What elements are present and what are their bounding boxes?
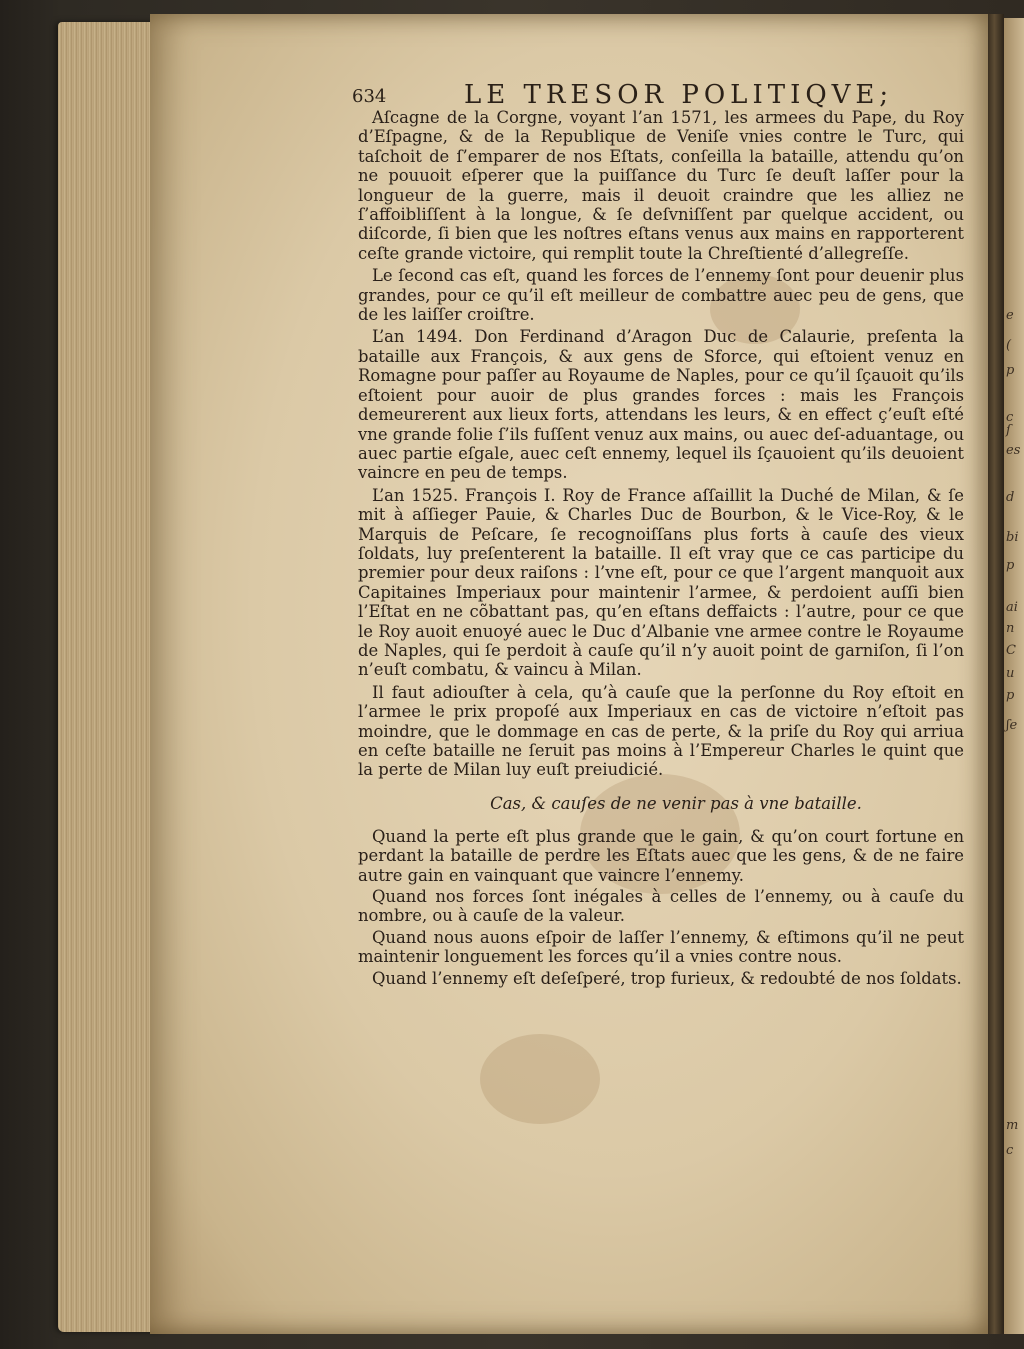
adjacent-page-edge [1004,18,1024,1334]
adjacent-fragment: u [1006,666,1015,681]
adjacent-fragment: p [1006,558,1015,573]
page-edges [58,22,162,1332]
paragraph: Il faut adiouſter à cela, qu’à cauſe que la perſonne du Roy eſtoit en l’armee le prix propoſé aux Imperiaux en cas de victoire n’eſtoit pas moindre, que le dommage en cas de perte, & la priſe du Roy qui arriua en ceſte bataille ne ſeruit pas moins à l’Empereur Charles le quint que la perte de Milan luy euſt preiudicié. [358,682,964,780]
case-item: Quand nos forces ſont inégales à celles de l’ennemy, ou à cauſe du nombre, ou à cauſe de la valeur. [358,887,964,926]
adjacent-fragment: e [1006,308,1014,323]
adjacent-fragment: ſ [1006,423,1011,438]
case-item: Quand nous auons eſpoir de laſſer l’ennemy, & eſtimons qu’il ne peut maintenir longuement les forces qu’il a vnies contre nous. [358,927,964,967]
adjacent-fragment: C [1006,643,1016,658]
book-gutter [988,14,1004,1334]
paragraph: Le ſecond cas eſt, quand les forces de l’ennemy ſont pour deuenir plus grandes, pour ce qu’il eſt meilleur de combattre auec peu de gens, que de les laiſſer croiſtre. [358,266,964,325]
page-number: 634 [352,86,387,107]
paragraph: Aſcagne de la Corgne, voyant l’an 1571, les armees du Pape, du Roy d’Eſpagne, & de la Republique de Veniſe vnies contre le Turc, qui taſchoit de ſ’emparer de nos Eſtats, conſeilla la bataille, attendu qu’on ne pouuoit eſperer que la puiſſance du Turc ſe deuſt laſſer pour la longueur de la guerre, mais il deuoit craindre que les alliez ne ſ’affoibliſſent à la longue, & ſe deſvniſſent par quelque accident, ou diſcorde, ſi bien que les noſtres eſtans venus aux mains en rapporterent ceſte grande victoire, qui remplit toute la Chreſtienté d’allegreſſe. [358,108,964,263]
adjacent-fragment: es [1006,443,1021,458]
adjacent-fragment: c [1006,410,1014,425]
adjacent-fragment: n [1006,621,1015,636]
adjacent-fragment: p [1006,363,1015,378]
adjacent-fragment: bi [1006,530,1019,545]
section-heading: Cas, & cauſes de ne venir pas à vne bataille. [490,793,862,813]
adjacent-fragment: ai [1006,600,1018,615]
page-text [358,108,964,990]
running-title: LE TRESOR POLITIQVE; [464,80,894,110]
adjacent-fragment: c [1006,1143,1014,1158]
adjacent-fragment: d [1006,490,1015,505]
adjacent-fragment: ʃe [1006,718,1018,733]
adjacent-fragment: ( [1006,338,1012,353]
paragraph: L’an 1525. François I. Roy de France aſſaillit la Duché de Milan, & ſe mit à aſſieger Pauie, & Charles Duc de Bourbon, & le Vice-Roy, & le Marquis de Peſcare, ſe recognoiſſans plus forts à cauſe des vieux ſoldats, luy preſenterent la bataille. Il eſt vray que ce cas participe du premier pour deux raiſons : l’vne eſt, pour ce que l’argent manquoit aux Capitaines Imperiaux pour maintenir l’armee, & perdoient auſſi bien l’Eſtat en ne cõbattant pas, qu’en eſtans deffaicts : l’autre, pour ce que le Roy auoit enuoyé auec le Duc d’Albanie vne armee contre le Royaume de Naples, qui ſe perdoit à cauſe qu’il n’y auoit point de garniſon, ſi l’on n’euſt combatu, & vaincu à Milan. [358,485,964,680]
foxing-stain [480,1034,600,1124]
adjacent-fragment: p [1006,688,1015,703]
adjacent-fragment: m [1006,1118,1019,1133]
case-item: Quand l’ennemy eſt deſeſperé, trop furieux, & redoubté de nos ſoldats. [372,968,962,988]
case-item: Quand la perte eſt plus grande que le gain, & qu’on court fortune en perdant la bataille de perdre les Eſtats auec que les gens, & de ne faire autre gain en vainquant que vaincre l’ennemy. [358,826,964,885]
paragraph: L’an 1494. Don Ferdinand d’Aragon Duc de Calaurie, preſenta la bataille aux François, & aux gens de Sforce, qui eſtoient venuz en Romagne pour paſſer au Royaume de Naples, pour ce qu’il ſçauoit qu’ils eſtoient pour auoir de plus grandes forces : mais les François demeurerent aux lieux forts, attendans les leurs, & en effect ç’euſt eſté vne grande folie ſ’ils fuſſent venuz aux mains, ou auec deſ-aduantage, ou auec partie eſgale, auec ceſt ennemy, lequel ils ſçauoient qu’ils deuoient vaincre en peu de temps. [358,327,964,483]
